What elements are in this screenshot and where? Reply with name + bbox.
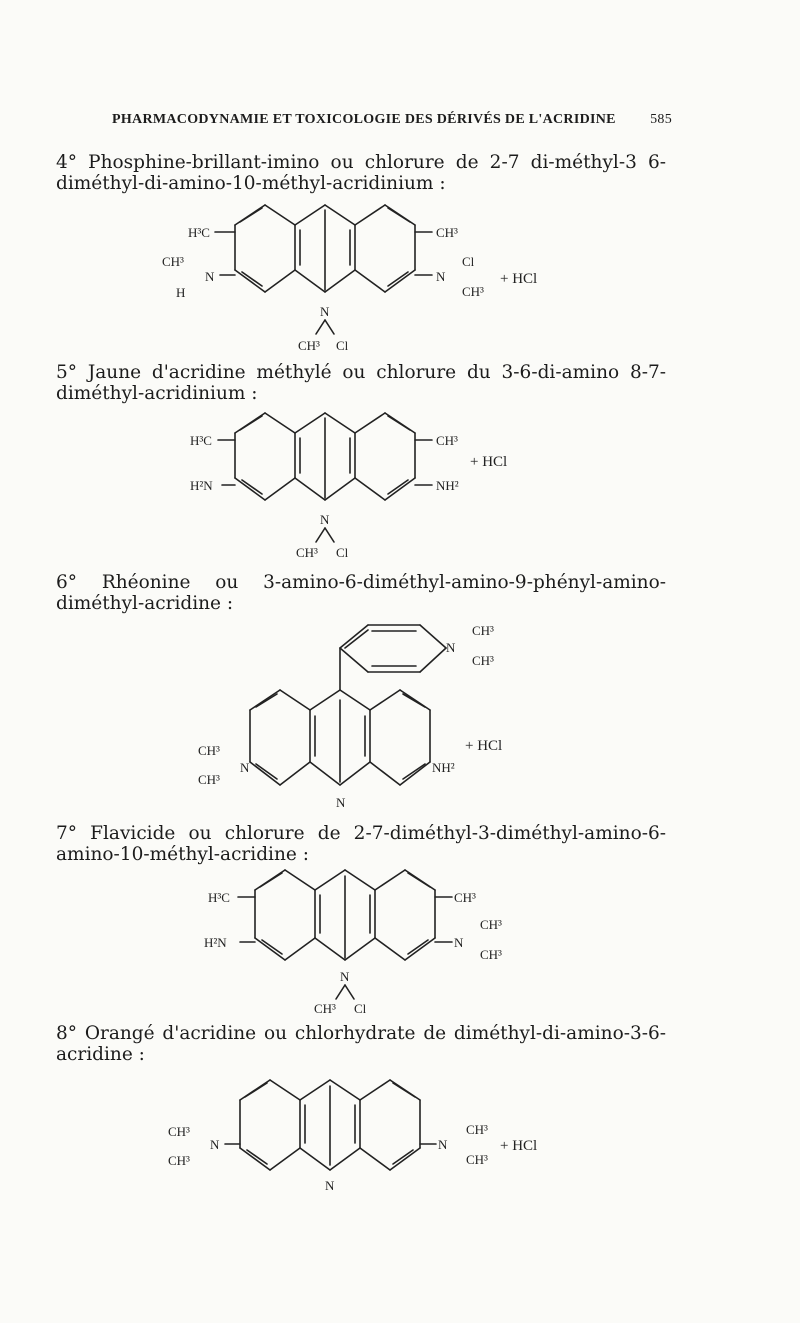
s6-label-ph1: N (446, 640, 456, 655)
s6-label-l3: N (240, 760, 250, 775)
s6-label-r: NH² (432, 760, 455, 775)
s4-label-ml1: CH³ (162, 254, 184, 269)
s7-label-tl: H³C (208, 890, 230, 905)
s4-label-n: N (320, 304, 330, 319)
phenyl-acridine-skeleton-6 (250, 625, 446, 785)
s8-label-n: N (325, 1178, 335, 1193)
s6-label-ph3: CH³ (472, 653, 494, 668)
s5-label-b1: CH³ (296, 545, 318, 560)
running-header (112, 112, 672, 132)
s6-label-plus: + HCl (465, 738, 503, 754)
s7-label-mr1: N (454, 935, 464, 950)
section-4-text: 4° Phosphine-brillant-imino ou chlorure de 2-7 di-méthyl-3 6-diméthyl-di-amino-10-méthyl-acridinium : (56, 152, 666, 194)
s4-label-mr3: CH³ (462, 284, 484, 299)
section-6-text: 6° Rhéonine ou 3-amino-6-diméthyl-amino-9-phényl-amino-diméthyl-acridine : (56, 572, 666, 614)
page-number: 585 (650, 112, 672, 127)
s8-label-plus: + HCl (500, 1138, 538, 1154)
s4-label-tr: CH³ (436, 225, 458, 240)
acridine-skeleton-7 (238, 870, 452, 999)
s5-label-mr: NH² (436, 478, 459, 493)
s5-label-tr: CH³ (436, 433, 458, 448)
s7-label-n: N (340, 969, 350, 984)
s7-label-mr3: CH³ (480, 947, 502, 962)
section-8-text: 8° Orangé d'acridine ou chlorhydrate de diméthyl-di-amino-3-6-acridine : (56, 1023, 666, 1065)
s5-label-n: N (320, 512, 330, 527)
s4-label-plus: + HCl (500, 271, 538, 287)
s5-label-ml: H²N (190, 478, 213, 493)
s8-label-l3: N (210, 1137, 220, 1152)
acridine-skeleton-8 (225, 1080, 436, 1170)
s8-label-r3: CH³ (466, 1152, 488, 1167)
s4-label-b1: CH³ (298, 338, 320, 353)
s6-label-l1: CH³ (198, 743, 220, 758)
s7-label-b2: Cl (354, 1001, 367, 1016)
acridine-skeleton-4 (215, 205, 432, 334)
acridine-skeleton-5 (218, 413, 432, 542)
s8-label-r1: N (438, 1137, 448, 1152)
s4-label-ml3: H (176, 285, 186, 300)
s5-label-plus: + HCl (470, 454, 508, 470)
s4-label-mr2: Cl (462, 254, 475, 269)
s8-label-l2: CH³ (168, 1153, 190, 1168)
section-7-text: 7° Flavicide ou chlorure de 2-7-diméthyl-3-diméthyl-amino-6-amino-10-méthyl-acridine : (56, 823, 666, 865)
s6-label-l2: CH³ (198, 772, 220, 787)
section-5-text: 5° Jaune d'acridine méthylé ou chlorure du 3-6-di-amino 8-7-diméthyl-acridinium : (56, 362, 666, 404)
s4-label-b2: Cl (336, 338, 349, 353)
s4-label-ml2: N (205, 269, 215, 284)
s7-label-ml: H²N (204, 935, 227, 950)
s5-label-tl: H³C (190, 433, 212, 448)
s4-label-tl: H³C (188, 225, 210, 240)
s7-label-b1: CH³ (314, 1001, 336, 1016)
s8-label-l1: CH³ (168, 1124, 190, 1139)
s8-label-r2: CH³ (466, 1122, 488, 1137)
s6-label-ph2: CH³ (472, 623, 494, 638)
s7-label-tr: CH³ (454, 890, 476, 905)
s7-label-mr2: CH³ (480, 917, 502, 932)
s5-label-b2: Cl (336, 545, 349, 560)
s6-label-n: N (336, 795, 346, 810)
s4-label-mr1: N (436, 269, 446, 284)
running-title: PHARMACODYNAMIE ET TOXICOLOGIE DES DÉRIVÉS DE L'ACRIDINE (112, 112, 616, 127)
